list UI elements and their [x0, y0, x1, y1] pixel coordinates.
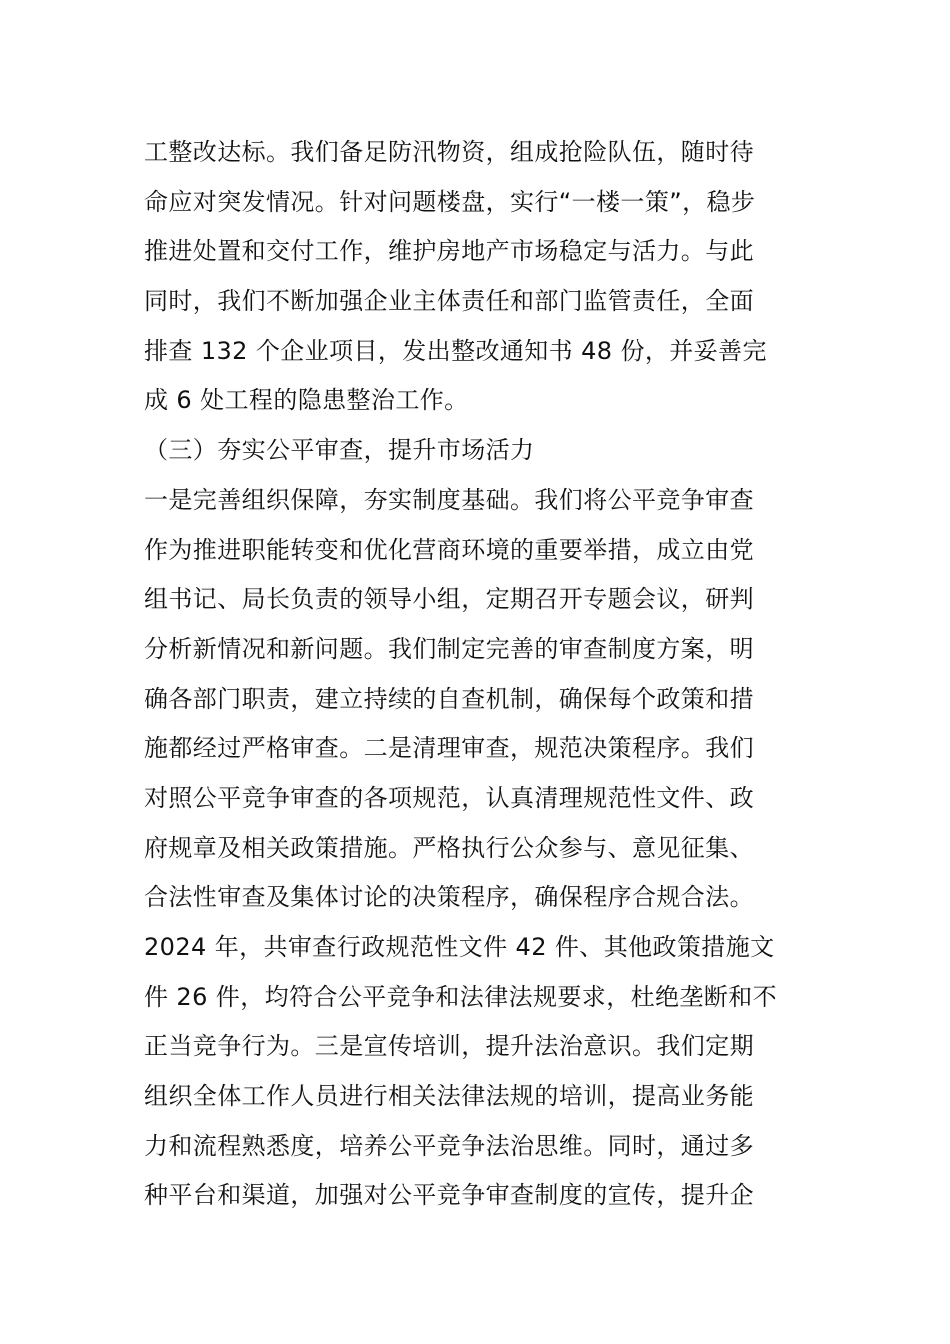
text-line: 同时，我们不断加强企业主体责任和部门监管责任，全面	[144, 287, 754, 316]
text-line: 成 6 处工程的隐患整治工作。	[144, 386, 469, 415]
text-line: 府规章及相关政策措施。严格执行公众参与、意见征集、	[144, 833, 754, 862]
text-line: 2024 年，共审查行政规范性文件 42 件、其他政策措施文	[144, 933, 775, 961]
text-line: 合法性审查及集体讨论的决策程序，确保程序合规合法。	[144, 883, 754, 912]
text-line: 组织全体工作人员进行相关法律法规的培训，提高业务能	[144, 1082, 754, 1111]
section-heading: （三）夯实公平审查，提升市场活力	[144, 436, 535, 465]
text-line: 对照公平竞争审查的各项规范，认真清理规范性文件、政	[144, 783, 754, 812]
text-line: 正当竞争行为。三是宣传培训，提升法治意识。我们定期	[144, 1032, 754, 1061]
text-line: 一是完善组织保障，夯实制度基础。我们将公平竞争审查	[144, 485, 754, 514]
text-line: 推进处置和交付工作，维护房地产市场稳定与活力。与此	[144, 237, 754, 266]
text-line: 组书记、局长负责的领导小组，定期召开专题会议，研判	[144, 585, 754, 614]
body-text	[144, 128, 814, 1221]
text-line: 分析新情况和新问题。我们制定完善的审查制度方案，明	[144, 634, 754, 663]
text-line: 件 26 件，均符合公平竞争和法律法规要求，杜绝垄断和不	[144, 982, 777, 1011]
text-line: 种平台和渠道，加强对公平竞争审查制度的宣传，提升企	[144, 1181, 754, 1210]
text-line: 确各部门职责，建立持续的自查机制，确保每个政策和措	[144, 684, 754, 713]
text-line: 力和流程熟悉度，培养公平竞争法治思维。同时，通过多	[144, 1131, 754, 1160]
text-line: 施都经过严格审查。二是清理审查，规范决策程序。我们	[144, 734, 754, 763]
text-line: 作为推进职能转变和优化营商环境的重要举措，成立由党	[144, 535, 754, 564]
text-line: 工整改达标。我们备足防汛物资，组成抢险队伍，随时待	[144, 138, 754, 166]
text-line: 排查 132 个企业项目，发出整改通知书 48 份，并妥善完	[144, 336, 767, 365]
text-line: 命应对突发情况。针对问题楼盘，实行“一楼一策”，稳步	[144, 187, 756, 216]
